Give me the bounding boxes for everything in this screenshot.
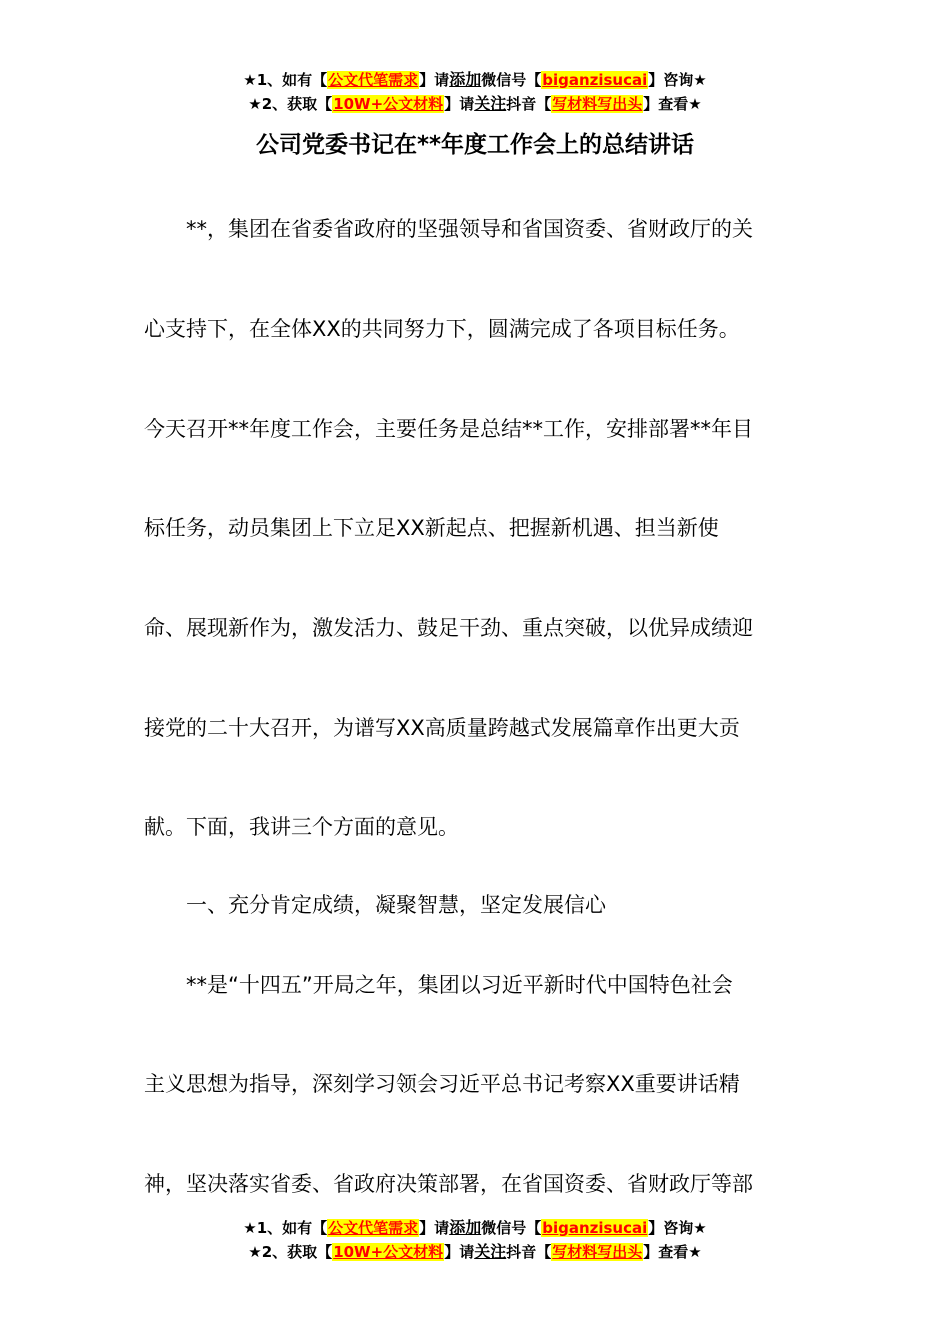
banner-text: 】请 — [444, 1243, 475, 1261]
body-line: **，集团在省委省政府的坚强领导和省国资委、省财政厅的关 — [144, 217, 753, 241]
banner-text: 微信号【 — [481, 1219, 542, 1237]
footer-banner — [0, 1216, 950, 1264]
section-heading: 一、充分肯定成绩，凝聚智慧，坚定发展信心 — [144, 893, 606, 917]
highlight-ghostwriting: 公文代笔需求 — [328, 1219, 419, 1237]
banner-text: 】请 — [444, 95, 475, 113]
highlight-materials: 10W+公文材料 — [333, 95, 444, 113]
banner-text: 】咨询★ — [648, 71, 707, 89]
highlight-materials: 10W+公文材料 — [333, 1243, 444, 1261]
header-banner — [0, 68, 950, 116]
banner-text: 】查看★ — [643, 1243, 702, 1261]
banner-emphasis: 添加 — [449, 70, 482, 89]
banner-text: 抖音【 — [506, 95, 552, 113]
body-line: 主义思想为指导，深刻学习领会习近平总书记考察XX重要讲话精 — [144, 1072, 740, 1096]
banner-emphasis: 关注 — [474, 1242, 507, 1261]
banner-emphasis: 关注 — [474, 94, 507, 113]
body-line: 神，坚决落实省委、省政府决策部署，在省国资委、省财政厅等部 — [144, 1172, 753, 1196]
banner-text: ★1、如有【 — [243, 1219, 328, 1237]
highlight-douyin-account: 写材料写出头 — [552, 95, 643, 113]
banner-text: 】请 — [419, 71, 450, 89]
banner-text: ★2、获取【 — [248, 95, 333, 113]
banner-text: 微信号【 — [481, 71, 542, 89]
banner-text: 】请 — [419, 1219, 450, 1237]
banner-text: ★1、如有【 — [243, 71, 328, 89]
banner-line-1 — [0, 1216, 950, 1240]
document-title: 公司党委书记在**年度工作会上的总结讲话 — [255, 132, 695, 158]
banner-text: 】咨询★ — [648, 1219, 707, 1237]
banner-text: 抖音【 — [506, 1243, 552, 1261]
body-line: 今天召开**年度工作会，主要任务是总结**工作，安排部署**年目 — [144, 417, 753, 441]
body-line: **是“十四五”开局之年，集团以习近平新时代中国特色社会 — [144, 973, 733, 997]
body-line: 接党的二十大召开，为谱写XX高质量跨越式发展篇章作出更大贡 — [144, 716, 740, 740]
banner-text: ★2、获取【 — [248, 1243, 333, 1261]
banner-line-1 — [0, 68, 950, 92]
highlight-douyin-account: 写材料写出头 — [552, 1243, 643, 1261]
body-line: 心支持下，在全体XX的共同努力下，圆满完成了各项目标任务。 — [144, 317, 740, 341]
body-line: 标任务，动员集团上下立足XX新起点、把握新机遇、担当新使 — [144, 516, 719, 540]
body-line: 献。下面，我讲三个方面的意见。 — [144, 815, 459, 839]
banner-line-2 — [0, 1240, 950, 1264]
highlight-wechat-id: biganzisucai — [542, 71, 648, 89]
banner-text: 】查看★ — [643, 95, 702, 113]
highlight-ghostwriting: 公文代笔需求 — [328, 71, 419, 89]
banner-line-2 — [0, 92, 950, 116]
body-line: 命、展现新作为，激发活力、鼓足干劲、重点突破，以优异成绩迎 — [144, 616, 753, 640]
highlight-wechat-id: biganzisucai — [542, 1219, 648, 1237]
banner-emphasis: 添加 — [449, 1218, 482, 1237]
